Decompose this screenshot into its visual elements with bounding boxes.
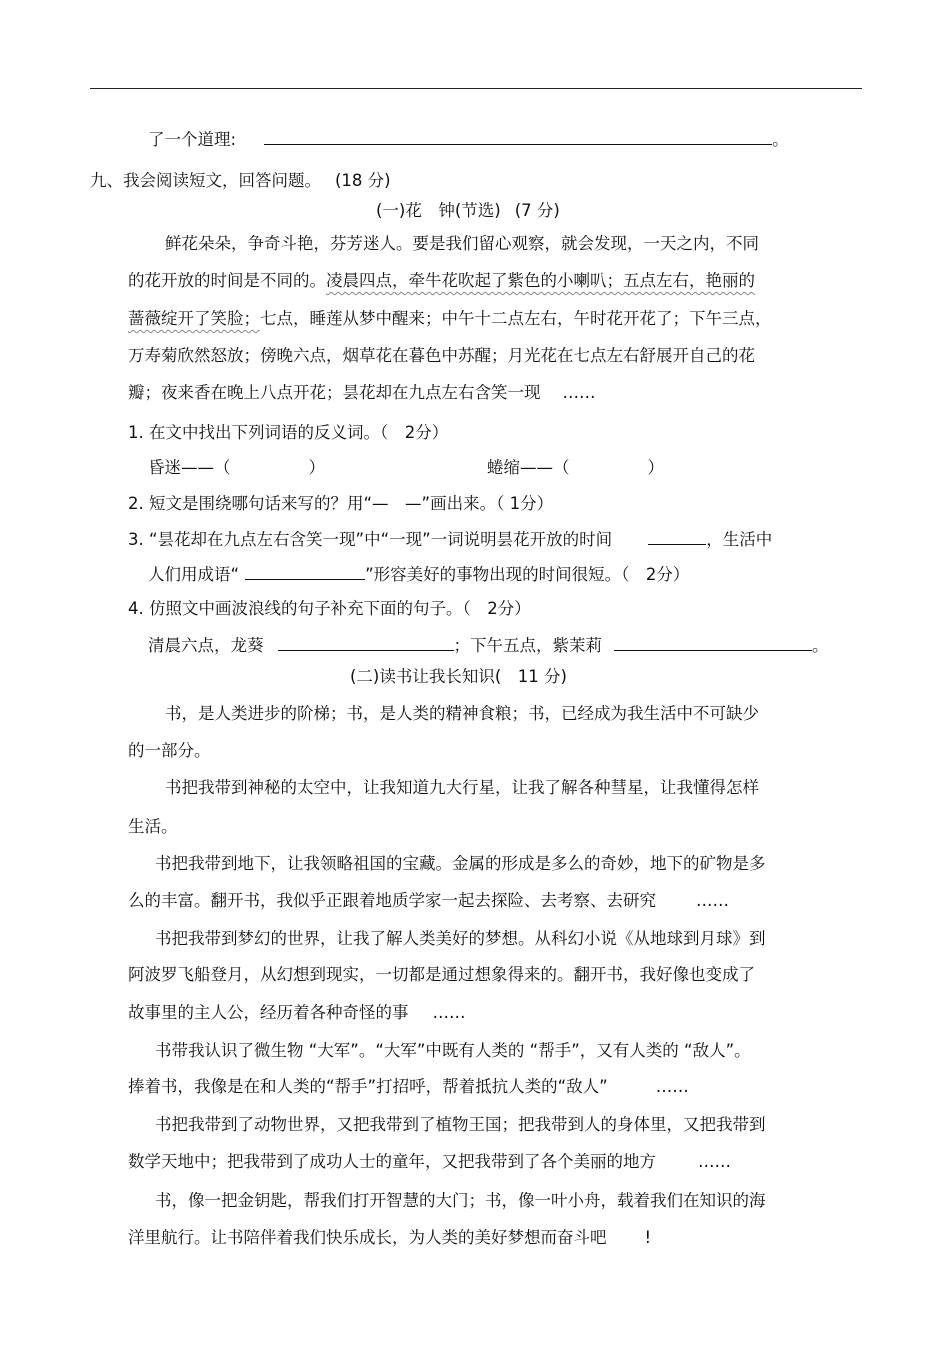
passage2-p6-line2 — [128, 1151, 731, 1173]
passage2-p1-line1: 书，是人类进步的阶梯；书，是人类的精神食粮；书，已经成为我生活中不可缺少 — [165, 704, 759, 723]
question-1-item-a — [148, 457, 325, 479]
q9-score: (18 分) — [335, 171, 391, 190]
p3-line2-text: 么的丰富。翻开书，我似乎正跟着地质学家一起去探险、去考察、去研究 — [128, 891, 656, 910]
question-3-line2 — [148, 563, 689, 586]
q3-blank-1[interactable] — [648, 528, 706, 545]
p7-exclamation: ! — [644, 1228, 652, 1247]
q4-blank-1[interactable] — [278, 634, 454, 651]
header-rule — [90, 88, 862, 89]
q8-tail-prefix: 了一个道理: — [148, 130, 237, 149]
p4-line3-text: 故事里的主人公，经历着各种奇怪的事 — [128, 1003, 409, 1022]
q1-b-close: ） — [647, 458, 664, 477]
question-2: 2. 短文是围绕哪句话来写的？用“— —”画出来。（ 1分） — [128, 494, 554, 513]
q1-a-label: 昏迷——（ — [148, 458, 231, 477]
passage1-ellipsis: …… — [562, 383, 596, 402]
p4-ellipsis: …… — [432, 1003, 466, 1022]
passage2-p3-line2 — [128, 890, 729, 912]
p6-line2-text: 数学天地中；把我带到了成功人士的童年，又把我带到了各个美丽的地方 — [128, 1152, 656, 1171]
q4-text-b: ；下午五点，紫茉莉 — [453, 636, 602, 655]
passage2-p1-line2: 的一部分。 — [128, 741, 211, 760]
q3-text-b: ，生活中 — [706, 530, 773, 549]
part1-title: (一)花 钟(节选) — [376, 201, 501, 220]
passage2-p7-line2 — [128, 1227, 651, 1249]
passage1-line3 — [128, 308, 772, 330]
q8-tail-end: 。 — [772, 130, 789, 149]
q9-heading: 九、我会阅读短文，回答问题。 — [90, 171, 321, 190]
passage1-line2-plain: 的花开放的时间是不同的。 — [128, 271, 326, 290]
passage2-p6-line1: 书把我带到了动物世界，又把我带到了植物王国；把我带到人的身体里，又把我带到 — [155, 1115, 766, 1134]
p6-ellipsis: …… — [698, 1152, 731, 1171]
passage1-line5 — [128, 382, 596, 404]
part1-score: (7 分) — [514, 201, 560, 220]
q9-heading-line — [90, 170, 391, 192]
passage1-line2 — [128, 270, 755, 292]
passage1-wavy-sentence-part2: 蔷薇绽开了笑脸； — [128, 309, 260, 328]
p3-ellipsis: …… — [696, 891, 729, 910]
q3-text-d: ”形容美好的事物出现的时间很短。（ 2分） — [365, 565, 690, 584]
passage2-p5-line2 — [128, 1076, 689, 1098]
q1-a-close: ） — [308, 458, 325, 477]
q4-text-c: 。 — [812, 636, 829, 655]
part1-title-line — [376, 200, 560, 222]
passage1-line3-plain: 七点，睡莲从梦中醒来；中午十二点左右，午时花开花了；下午三点， — [260, 309, 772, 328]
question-3-line1 — [128, 528, 772, 551]
passage1-line4: 万寿菊欣然怒放；傍晚六点，烟草花在暮色中苏醒；月光花在七点左右舒展开自己的花 — [128, 346, 755, 365]
passage1-wavy-sentence-part1: 凌晨四点，牵牛花吹起了紫色的小喇叭；五点左右，艳丽的 — [326, 271, 755, 290]
passage2-p3-line1: 书把我带到地下，让我领略祖国的宝藏。金属的形成是多么的奇妙，地下的矿物是多 — [155, 854, 766, 873]
passage2-p4-line2: 阿波罗飞船登月，从幻想到现实，一切都是通过想象得来的。翻开书，我好像也变成了 — [128, 965, 755, 984]
passage2-p4-line1: 书把我带到梦幻的世界，让我了解人类美好的梦想。从科幻小说《从地球到月球》到 — [155, 929, 766, 948]
q8-answer-blank[interactable] — [264, 128, 772, 145]
q4-blank-2[interactable] — [614, 634, 812, 651]
q1-b-label: 蜷缩——（ — [487, 458, 570, 477]
passage2-p7-line1: 书，像一把金钥匙，帮我们打开智慧的大门；书，像一叶小舟，载着我们在知识的海 — [155, 1191, 766, 1210]
question-4-fill-line — [148, 634, 829, 657]
p5-line2-text: 捧着书，我像是在和人类的“帮手”打招呼，帮着抵抗人类的“敌人” — [128, 1077, 608, 1096]
q3-blank-2[interactable] — [245, 563, 365, 580]
part2-title: (二)读书让我长知识( 11 分) — [350, 667, 567, 686]
q3-text-a: 3. “昙花却在九点左右含笑一现”中“一现”一词说明昙花开放的时间 — [128, 530, 613, 549]
passage2-p2-line1: 书把我带到神秘的太空中，让我知道九大行星，让我了解各种彗星，让我懂得怎样 — [165, 778, 759, 797]
passage1-line1: 鲜花朵朵，争奇斗艳，芬芳迷人。要是我们留心观察，就会发现，一天之内，不同 — [165, 234, 759, 253]
p5-ellipsis: …… — [655, 1077, 689, 1096]
q4-text-a: 清晨六点，龙葵 — [148, 636, 264, 655]
question-1-item-b — [487, 457, 664, 479]
p7-line2-text: 洋里航行。让书陪伴着我们快乐成长，为人类的美好梦想而奋斗吧 — [128, 1228, 607, 1247]
passage2-p5-line1: 书带我认识了微生物 “大军”。“大军”中既有人类的 “帮手”，又有人类的 “敌人”。 — [155, 1041, 751, 1060]
question-1: 1. 在文中找出下列词语的反义词。（ 2分） — [128, 423, 449, 442]
q8-tail-line — [148, 128, 789, 151]
passage1-line5-text: 瓣；夜来香在晚上八点开花；昙花却在九点左右含笑一现 — [128, 383, 541, 402]
passage2-p2-line2: 生活。 — [128, 817, 178, 836]
q3-text-c: 人们用成语“ — [148, 565, 240, 584]
question-4: 4. 仿照文中画波浪线的句子补充下面的句子。（ 2分） — [128, 599, 531, 618]
passage2-p4-line3 — [128, 1002, 466, 1024]
